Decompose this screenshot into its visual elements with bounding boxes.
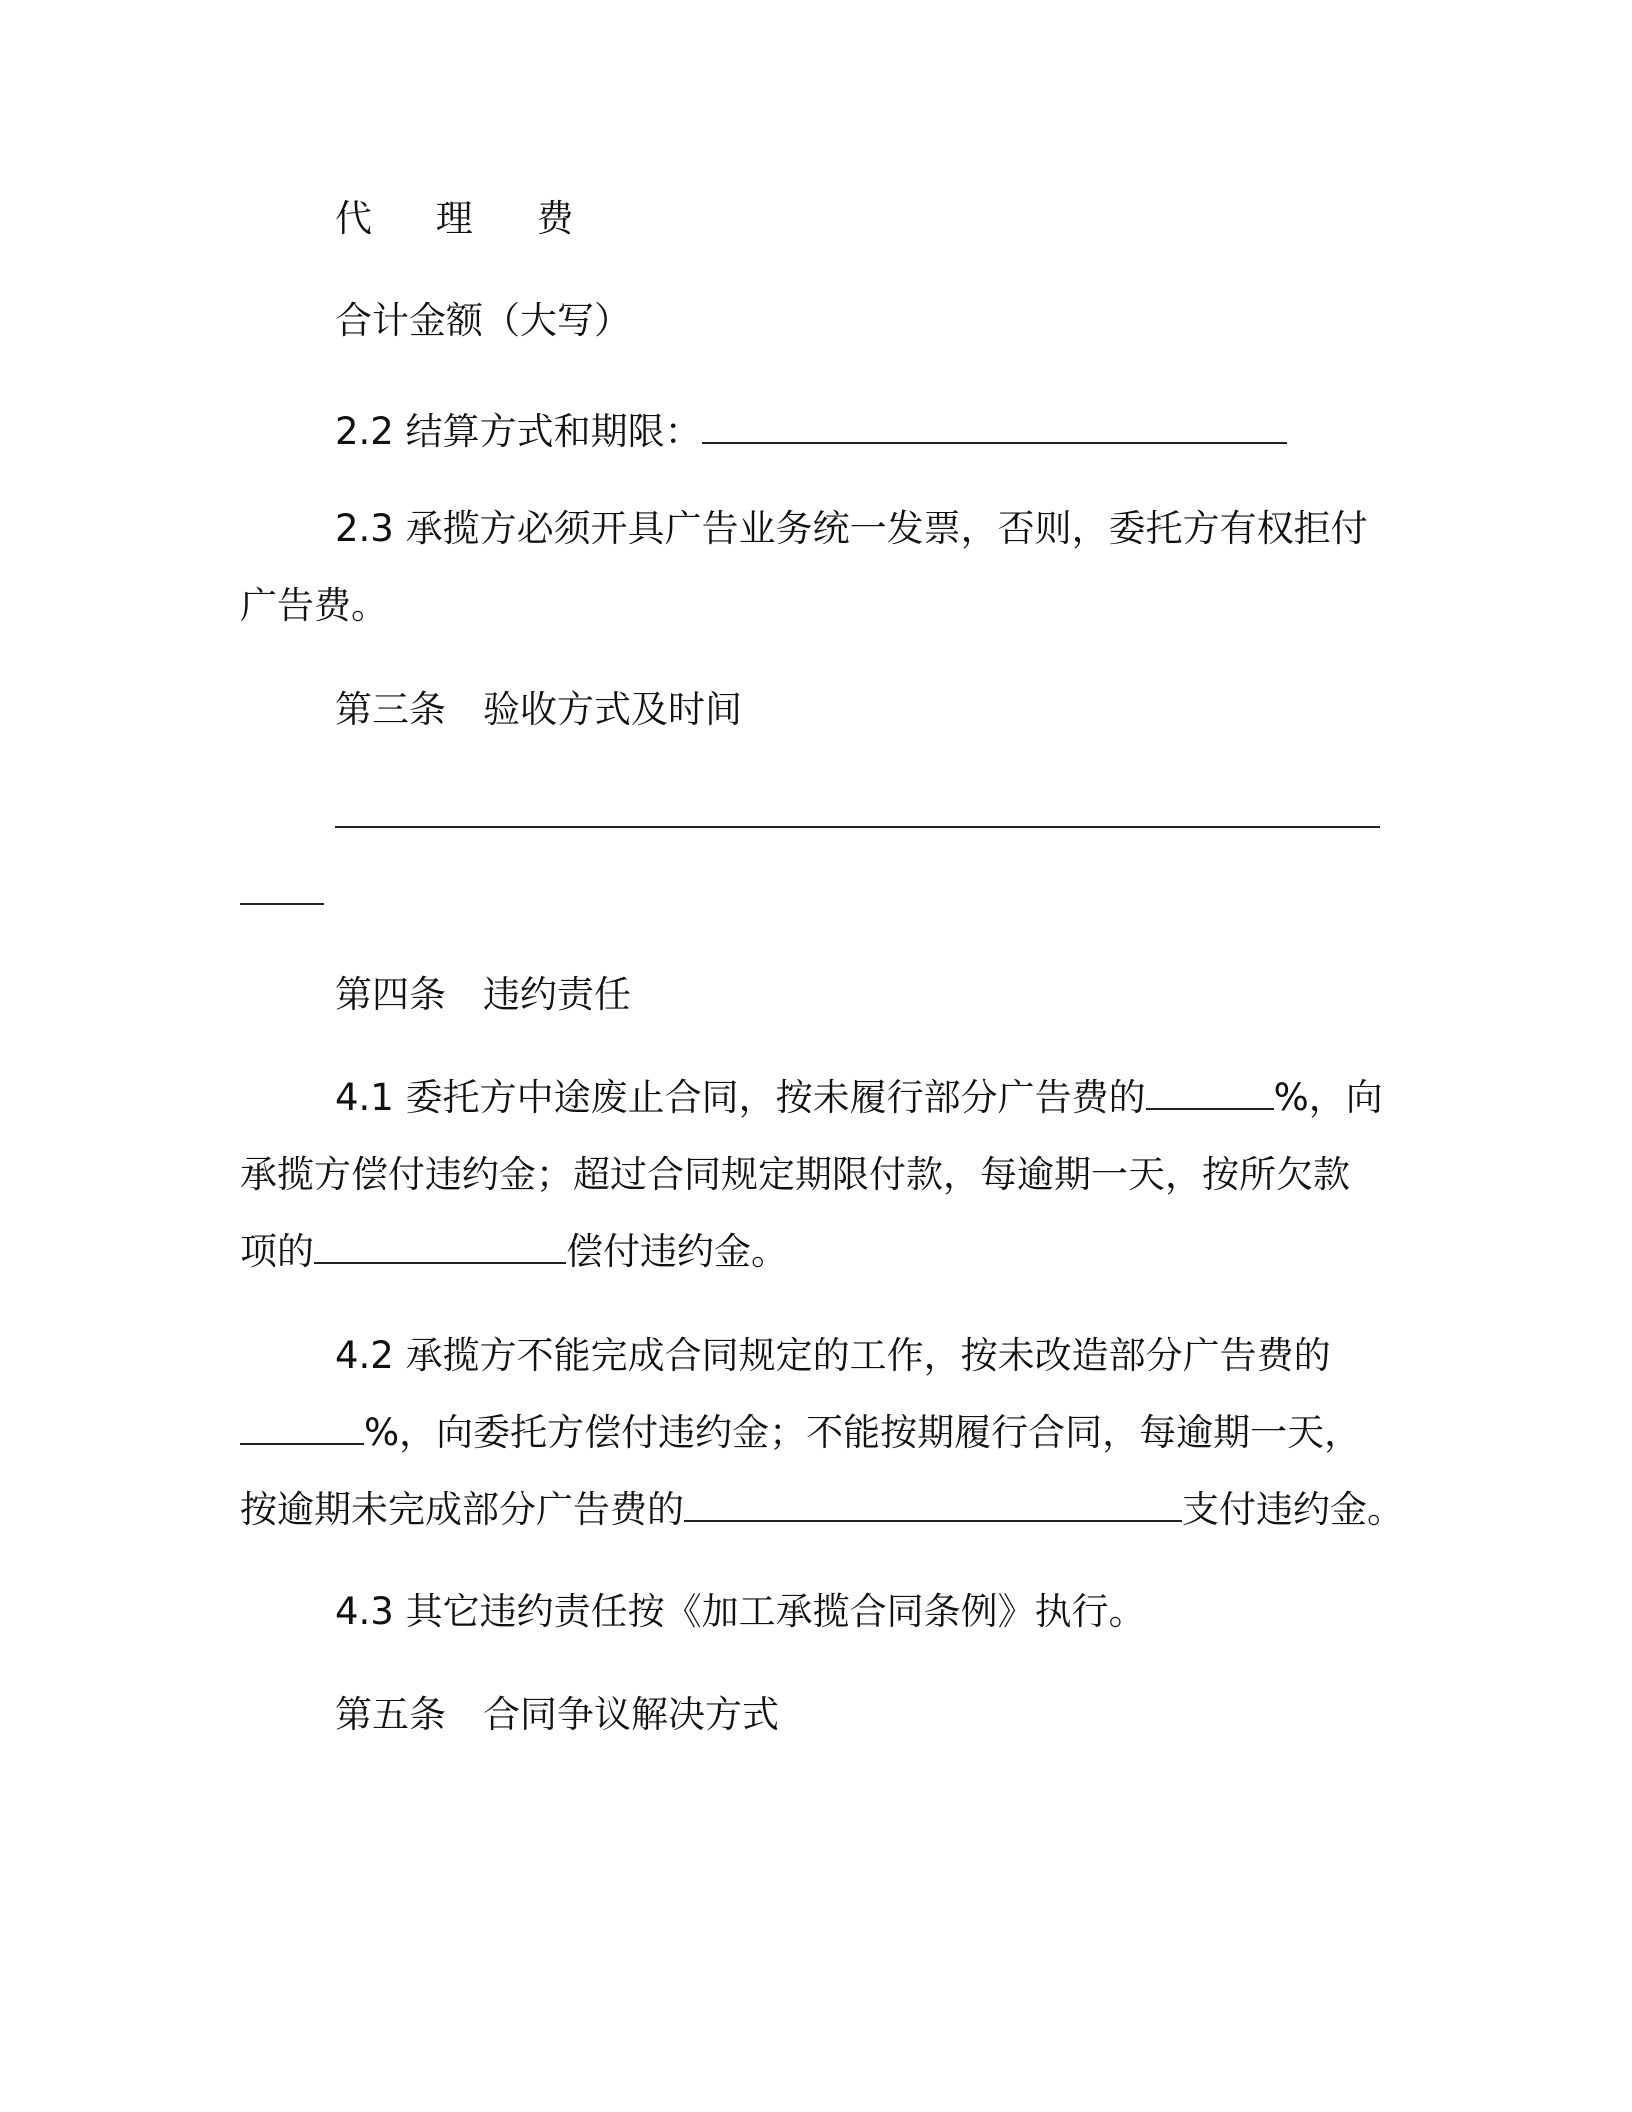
overdue-rate-blank <box>314 1232 566 1264</box>
clause-4-2-text-b: 按逾期未完成部分广告费的 <box>240 1488 684 1531</box>
article-4-heading: 第四条 违约责任 <box>335 973 631 1016</box>
article-3-blank-line-1 <box>335 793 1380 839</box>
clause-4-1-text-c: 项的 <box>240 1230 314 1273</box>
article-3-heading: 第三条 验收方式及时间 <box>335 688 742 731</box>
clause-4-1-line-1 <box>335 1075 1383 1121</box>
overdue-rate-blank-2 <box>684 1490 1182 1522</box>
clause-4-2-text-a: %，向委托方偿付违约金；不能按期履行合同，每逾期一天， <box>364 1411 1362 1454</box>
clause-4-2-text-c: 支付违约金。 <box>1182 1488 1404 1531</box>
percent-blank-2 <box>240 1413 364 1445</box>
total-amount-line: 合计金额（大写） <box>335 299 631 342</box>
clause-2-2 <box>335 409 1287 455</box>
settlement-blank <box>702 412 1287 444</box>
acceptance-blank <box>335 796 1380 828</box>
clause-4-2-line-1: 4.2 承揽方不能完成合同规定的工作，按未改造部分广告费的 <box>335 1334 1331 1377</box>
clause-4-1-line-2: 承揽方偿付违约金；超过合同规定期限付款，每逾期一天，按所欠款 <box>240 1153 1350 1196</box>
clause-4-1-text-b: %，向 <box>1273 1076 1383 1119</box>
clause-4-1-text-a: 4.1 委托方中途废止合同，按未履行部分广告费的 <box>335 1076 1146 1119</box>
percent-blank <box>1146 1078 1274 1110</box>
acceptance-blank-tail <box>240 873 324 905</box>
clause-2-2-text: 2.2 结算方式和期限： <box>335 410 702 453</box>
clause-4-3: 4.3 其它违约责任按《加工承揽合同条例》执行。 <box>335 1590 1146 1633</box>
clause-2-3-line-1: 2.3 承揽方必须开具广告业务统一发票，否则，委托方有权拒付 <box>335 507 1368 550</box>
clause-4-2-line-2 <box>240 1410 1361 1456</box>
article-5-heading: 第五条 合同争议解决方式 <box>335 1693 779 1736</box>
clause-4-1-line-3 <box>240 1229 788 1275</box>
clause-4-1-text-d: 偿付违约金。 <box>566 1230 788 1273</box>
clause-2-3-line-2: 广告费。 <box>240 584 388 627</box>
clause-4-2-line-3 <box>240 1487 1404 1533</box>
agency-fee-line: 代 理 费 <box>335 197 600 240</box>
article-3-blank-line-2 <box>240 870 324 916</box>
